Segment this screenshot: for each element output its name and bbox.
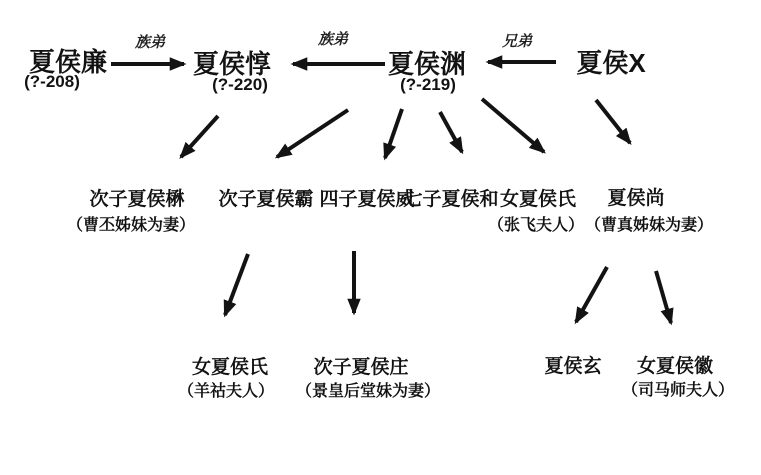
arrow-x-to-shang [596,100,630,143]
node-xiahou-mao: 次子夏侯楙 [89,189,185,210]
node-xiahou-lian: 夏侯廉 [28,47,108,77]
relation-label-xiongdi: 兄弟 [501,32,533,50]
arrow-yuan-to-daughter-shi [482,99,544,152]
node-xiahou-wei: 四子夏侯威 [319,189,415,210]
node-xiahou-xuan: 夏侯玄 [544,356,602,377]
node-xiahou-shang: 夏侯尚 [607,188,665,209]
node-xiahou-yuan-dates: (?-219) [400,75,456,94]
arrow-yuan-to-ba [277,110,348,157]
node-xiahou-dun: 夏侯惇 [192,49,272,79]
node-xiahou-zhuang: 次子夏侯庄 [313,357,409,378]
arrow-yuan-to-wei [385,109,402,158]
node-xiahou-x: 夏侯X [576,48,646,78]
node-daughter-xiahou-shi-zhangfei-note: （张飞夫人） [487,217,585,234]
arrow-yuan-to-he [440,112,462,152]
node-xiahou-lian-dates: (?-208) [24,72,80,91]
node-xiahou-dun-dates: (?-220) [212,75,268,94]
node-xiahou-zhuang-note: （景皇后堂妹为妻） [295,383,441,400]
node-daughter-xiahou-shi-zhangfei: 女夏侯氏 [499,189,577,210]
node-xiahou-shang-note: （曹真姊妹为妻） [584,217,714,234]
arrow-shang-to-hui [656,271,671,323]
arrow-shang-to-xuan [576,267,607,322]
arrow-ba-to-daughter-shi [225,254,248,315]
node-xiahou-yuan: 夏侯渊 [387,49,467,79]
node-daughter-xiahou-shi-yanghu: 女夏侯氏 [191,357,269,378]
node-xiahou-hui: 女夏侯徽 [636,356,714,377]
node-xiahou-hui-note: （司马师夫人） [621,382,735,399]
node-xiahou-ba: 次子夏侯霸 [218,189,314,210]
node-xiahou-mao-note: （曹丕姊妹为妻） [66,217,196,234]
node-xiahou-he: 七子夏侯和 [403,189,499,210]
arrow-dun-to-mao [181,116,218,157]
relation-label-zudi-1: 族弟 [134,33,166,51]
relation-label-zudi-2: 族弟 [317,30,349,48]
node-daughter-xiahou-shi-yanghu-note: （羊祜夫人） [177,383,275,400]
